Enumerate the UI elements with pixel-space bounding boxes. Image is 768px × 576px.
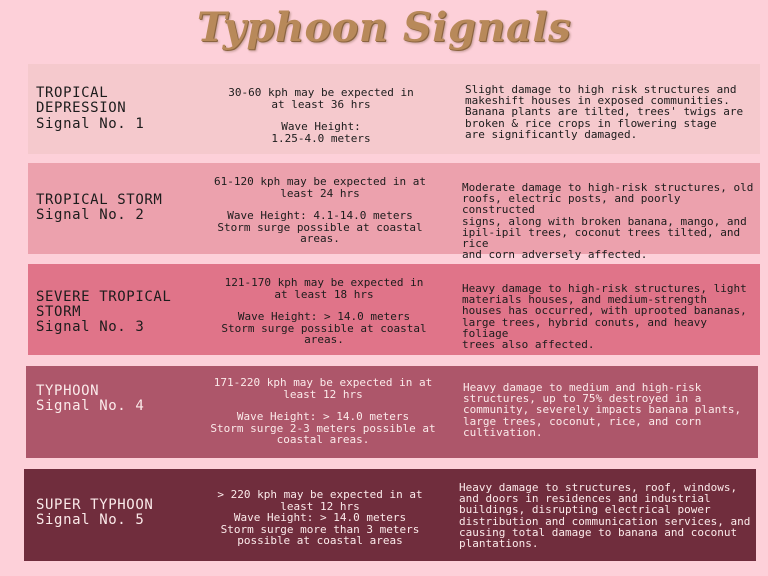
wave-height-line: Wave Height: > 14.0 meters [236,410,410,423]
wave-height-line: Wave Height: > 14.0 meters [237,310,411,323]
damage-line: distribution and communication services, and [459,514,751,528]
damage-description [462,283,758,350]
storm-surge-line: areas. [304,333,344,346]
damage-line: are significantly damaged. [465,127,638,141]
damage-line: houses has occurred, with uprooted bananas, [462,304,747,318]
damage-line: cultivation. [463,425,543,439]
damage-line: and corn adversely affected. [462,248,648,262]
damage-line: Moderate damage to high-risk structures, old [462,181,754,194]
wave-height-line: 1.25-4.0 meters [271,131,371,145]
damage-line: Slight damage to high risk structures and [465,83,737,96]
wave-height-line: Wave Height: [281,120,361,133]
signal-name [36,384,206,414]
damage-line: Heavy damage to structures, roof, windows, [459,481,738,494]
storm-surge-line: possible at coastal areas [237,534,403,547]
wind-speed [208,277,440,346]
damage-line: makeshift houses in exposed communities. [465,94,730,108]
wind-speed-line: at least 36 hrs [271,97,371,111]
wave-height-line: Wave Height: > 14.0 meters [233,511,407,524]
damage-line: materials houses, and medium-strength [462,293,708,307]
storm-surge-line: Storm surge more than 3 meters [220,522,420,536]
damage-line: broken & rice crops in flowering stage [465,116,717,130]
page-title: Typhoon Signals [196,4,572,51]
damage-line: signs, along with broken banana, mango, and [462,214,747,228]
wind-speed [198,87,444,144]
wind-speed-line: > 220 kph may be expected in at [217,488,423,501]
signal-number: Signal No. 5 [36,512,145,528]
wind-speed [198,377,448,446]
storm-surge-line: coastal areas. [276,433,370,446]
signal-name-line: TYPHOON [36,383,100,399]
signal-name [36,498,206,528]
damage-line: and doors in residences and industrial [459,492,711,506]
wind-speed-line: 61-120 kph may be expected in at [214,175,426,188]
signal-row-3 [28,264,760,355]
signal-row-1 [28,64,760,154]
wind-speed-line: least 24 hrs [280,186,360,200]
damage-line: community, severely impacts banana plants, [463,403,742,417]
wave-height-line: Wave Height: 4.1-14.0 meters [227,209,413,222]
storm-surge-line: Storm surge 2-3 meters possible at [210,421,436,435]
damage-line: plantations. [459,537,539,551]
wind-speed-line: 171-220 kph may be expected in at [213,376,433,389]
signal-name-line: STORM [36,304,82,320]
signal-name [36,86,206,132]
damage-line: trees also affected. [462,338,595,352]
signal-row-2 [28,163,760,262]
storm-surge-line: Storm surge possible at coastal [217,220,423,234]
signal-row-5 [24,469,756,561]
wind-speed-line: 121-170 kph may be expected in [224,276,424,289]
signal-number: Signal No. 3 [36,319,145,335]
damage-line: Heavy damage to medium and high-risk [463,381,702,394]
storm-surge-line: Storm surge possible at coastal [221,321,427,335]
damage-line: ipil-ipil trees, coconut trees tilted, and rice [462,225,741,251]
wind-speed-line: least 12 hrs [280,499,360,513]
damage-line: buildings, disrupting electrical power [459,503,711,517]
signal-row-4 [26,366,758,458]
wind-speed-line: least 12 hrs [283,387,363,401]
signal-name-line: DEPRESSION [36,100,127,116]
signal-number: Signal No. 2 [36,207,145,223]
signal-name-line: TROPICAL [36,85,109,101]
damage-line: roofs, electric posts, and poorly constructed [462,192,681,217]
damage-line: causing total damage to banana and coconut [459,525,738,539]
storm-surge-line: areas. [300,232,340,245]
wind-speed [198,489,442,547]
signal-name-line: TROPICAL STORM [36,192,163,208]
damage-description [459,482,755,549]
damage-line: Heavy damage to high-risk structures, light [462,282,747,295]
signal-name-line: SEVERE TROPICAL [36,289,172,305]
signal-number: Signal No. 1 [36,116,145,132]
signal-name-line: SUPER TYPHOON [36,497,154,513]
signal-number: Signal No. 4 [36,398,145,414]
damage-line: large trees, coconut, rice, and corn [463,414,702,428]
signal-name [36,193,206,223]
damage-description [465,84,757,140]
wind-speed-line: at least 18 hrs [274,287,374,301]
wind-speed [198,176,442,245]
damage-description [463,382,755,438]
damage-line: Banana plants are tilted, trees' twigs are [465,105,744,119]
signal-name [36,290,208,335]
damage-description [462,182,758,260]
damage-line: large trees, hybrid conuts, and heavy foliage [462,315,708,340]
damage-line: structures, up to 75% destroyed in a [463,392,702,406]
wind-speed-line: 30-60 kph may be expected in [228,86,414,99]
